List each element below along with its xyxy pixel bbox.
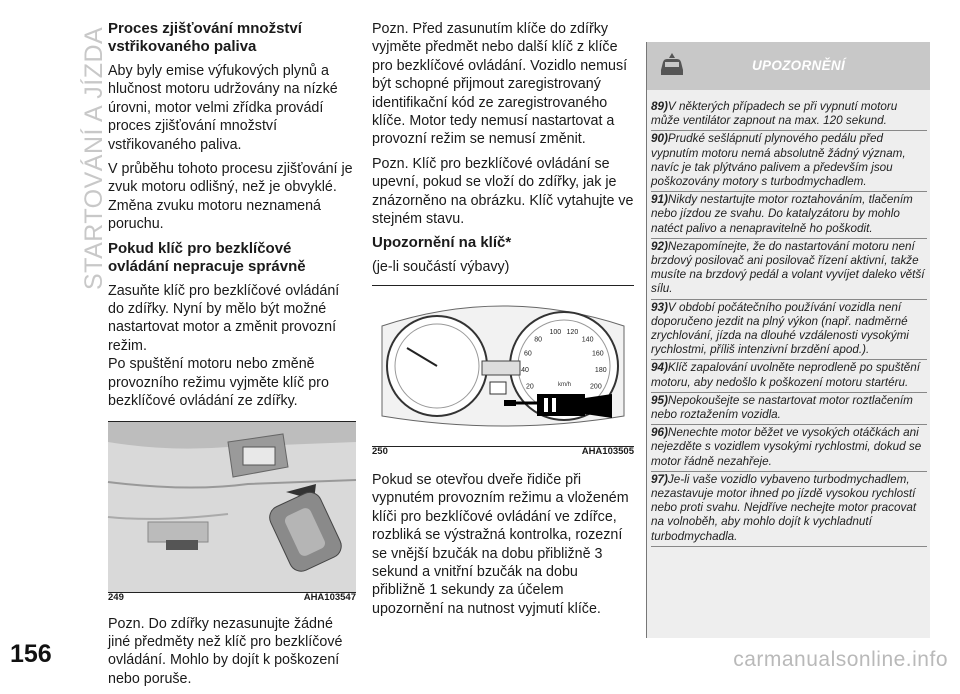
warning-item-divider — [651, 424, 927, 425]
subheading: (je-li součástí výbavy) — [372, 259, 510, 276]
warning-item — [651, 394, 927, 425]
warning-item — [651, 473, 927, 547]
warning-item-number: 93) — [651, 300, 668, 314]
paragraph: Pozn. Klíč pro bezklíčové ovládání se upevní, pokud se vloží do zdířky, jak je znázorněno na obrázku. Klíč vytahujte ve stejném stavu. — [372, 155, 634, 228]
warning-item-text: Prudké sešlápnutí plynového pedálu před vypnutím motoru nemá absolutně žádný význam, navíc je tak plýtváno palivem a především jsou poškozovány motory s turbodmychadlem. — [651, 132, 906, 189]
warning-item-number: 95) — [651, 393, 668, 407]
speedometer-tick-label: 60 — [524, 350, 532, 358]
warning-item-number: 91) — [651, 193, 668, 207]
speedometer-tick-label: 100 — [549, 328, 562, 336]
warning-item-text: Nikdy nestartujte motor roztahováním, tlačením nebo jízdou ze svahu. Do katalyzátoru by mohlo natéct palivo a nenapravitelně ho poškodit. — [651, 193, 913, 235]
warning-item-divider — [651, 359, 927, 360]
warning-header — [647, 42, 930, 90]
figure-caption: 249 AHA103547 — [108, 592, 356, 604]
heading-key-warning: Upozornění na klíč* — [372, 234, 512, 252]
warning-item-number: 94) — [651, 361, 668, 375]
warning-item — [651, 426, 927, 472]
speedometer-tick-label: 80 — [534, 336, 543, 344]
paragraph: Pokud se otevřou dveře řidiče při vypnutém provozním režimu a vloženém klíči pro bezklíčové ovládání ve zdířce, rozbliká se výstražná kontrolka, rozezní se vnější bzučák na dobu přibližně 3 sekund a vnitřní bzučák na dobu přibližně 1 sekundy za účelem upozornění na nutnost vyjmutí klíče. — [372, 471, 629, 617]
speed-unit: km/h — [558, 381, 572, 388]
warning-item-divider — [651, 130, 927, 131]
section-side-tab: STARTOVÁNÍ A JÍZDA — [80, 26, 108, 290]
warning-item-divider — [651, 392, 927, 393]
warning-item-divider — [651, 238, 927, 239]
warning-item-number: 90) — [651, 132, 668, 146]
warning-item-text: Nenechte motor běžet ve vysokých otáčkách ani nejezděte s vozidlem vysokými rychlostmi, dokud se motor řádně nezahřeje. — [651, 426, 922, 468]
figure-250-dashboard — [372, 285, 634, 458]
warning-item-text: V některých případech se při vypnutí motoru může ventilátor zapnout na max. 120 sekund. — [651, 100, 898, 128]
figure-caption: 250 AHA103505 — [372, 446, 634, 458]
warning-list — [651, 100, 927, 548]
warning-item-text: V období počátečního používání vozidla není doporučeno jezdit na plný výkon (např. nadměrné zrychlování, jízda na dlouhé vzdálenosti vysokými rychlostmi, příliš intenzivní brzdění apod.). — [651, 300, 909, 357]
warning-item-text: Je-li vaše vozidlo vybaveno turbodmychadlem, nezastavuje motor ihned po jízdě vysokou rychlostí nebo proti svahu. Nejdříve nechejte motor pracovat na volnoběh, aby mohlo dojít k vychladnutí turbodmychadla. — [651, 472, 917, 543]
warning-item — [651, 301, 927, 361]
warning-item — [651, 100, 927, 131]
warning-item-divider — [651, 546, 927, 547]
warning-item-divider — [651, 471, 927, 472]
warning-item-text: Nepokoušejte se nastartovat motor roztlačením nebo roztažením vozidla. — [651, 393, 913, 422]
warning-item — [651, 132, 927, 192]
paragraph: Zasuňte klíč pro bezklíčové ovládání do zdířky. Nyní by mělo být možné nastartovat motor a změnit provozní režim. — [108, 282, 340, 354]
warning-item — [651, 240, 927, 300]
paragraph: Aby byly emise výfukových plynů a hlučnost motoru udržovány na nízké úrovni, motor velmi zřídka provádí proces zjišťování množství vstřikovaného paliva. — [108, 63, 338, 153]
page-number: 156 — [10, 640, 52, 668]
paragraph: Pozn. Do zdířky nezasunujte žádné jiné předměty než klíč pro bezklíčové ovládání. Mohlo by dojít k poškození nebo poruše. — [108, 615, 343, 687]
warning-item-number: 89) — [651, 100, 668, 113]
warning-item — [651, 193, 927, 239]
warning-box — [646, 42, 930, 638]
middle-column — [372, 20, 634, 624]
warning-item-text: Nezapomínejte, že do nastartování motoru není brzdový posilovač ani posilovač řízení aktivní, takže musíte na brzdový pedál a volant vyvíjet daleko větší sílu. — [651, 239, 925, 296]
figure-249-key-slot — [108, 421, 356, 604]
speedometer-tick-label: 20 — [525, 383, 534, 391]
speedometer-tick-label: 180 — [594, 367, 607, 375]
warning-item-number: 92) — [651, 239, 668, 253]
heading-fuel-injection: Proces zjišťování množství vstřikovaného paliva — [108, 20, 302, 55]
warning-item-divider — [651, 191, 927, 192]
paragraph: Po spuštění motoru nebo změně provozního režimu vyjměte klíč pro bezklíčové ovládání ze zdířky. — [108, 356, 329, 410]
left-column — [108, 20, 356, 694]
warning-item — [651, 361, 927, 392]
heading-keyless-fail: Pokud klíč pro bezklíčové ovládání nepracuje správně — [108, 239, 306, 275]
speedometer-tick-label: 200 — [590, 383, 602, 391]
speedometer-tick-label: 40 — [521, 367, 529, 375]
key-warning-icon — [490, 382, 506, 394]
key-slot-illustration — [108, 422, 356, 592]
warning-title: UPOZORNĚNÍ — [751, 58, 845, 73]
speedometer-tick-label: 140 — [581, 336, 594, 344]
warning-item-text: Klíč zapalování uvolněte neprodleně po spuštění motoru, aby nedošlo k poškození motoru startéru. — [651, 361, 921, 389]
warning-item-divider — [651, 299, 927, 300]
paragraph: Pozn. Před zasunutím klíče do zdířky vyjměte předmět nebo další klíč z klíče pro bezklíčové ovládání. Vozidlo nemusí být schopné přijmout zaregistrovaný identifikační kód ze zaregistrovaného klíče. Motor tedy nemusí nastartovat a provozní režim se nemusí změnit. — [372, 21, 628, 148]
watermark: carmanualsonline.info — [733, 648, 948, 671]
warning-item-number: 97) — [651, 472, 668, 486]
instrument-cluster-illustration — [372, 286, 634, 446]
speedometer-tick-label: 120 — [566, 328, 579, 336]
warning-item-number: 96) — [651, 426, 668, 440]
paragraph: V průběhu tohoto procesu zjišťování je zvuk motoru odlišný, než je obvyklé. Změna zvuku motoru neznamená poruchu. — [108, 161, 353, 233]
speedometer-tick-label: 160 — [591, 350, 604, 358]
